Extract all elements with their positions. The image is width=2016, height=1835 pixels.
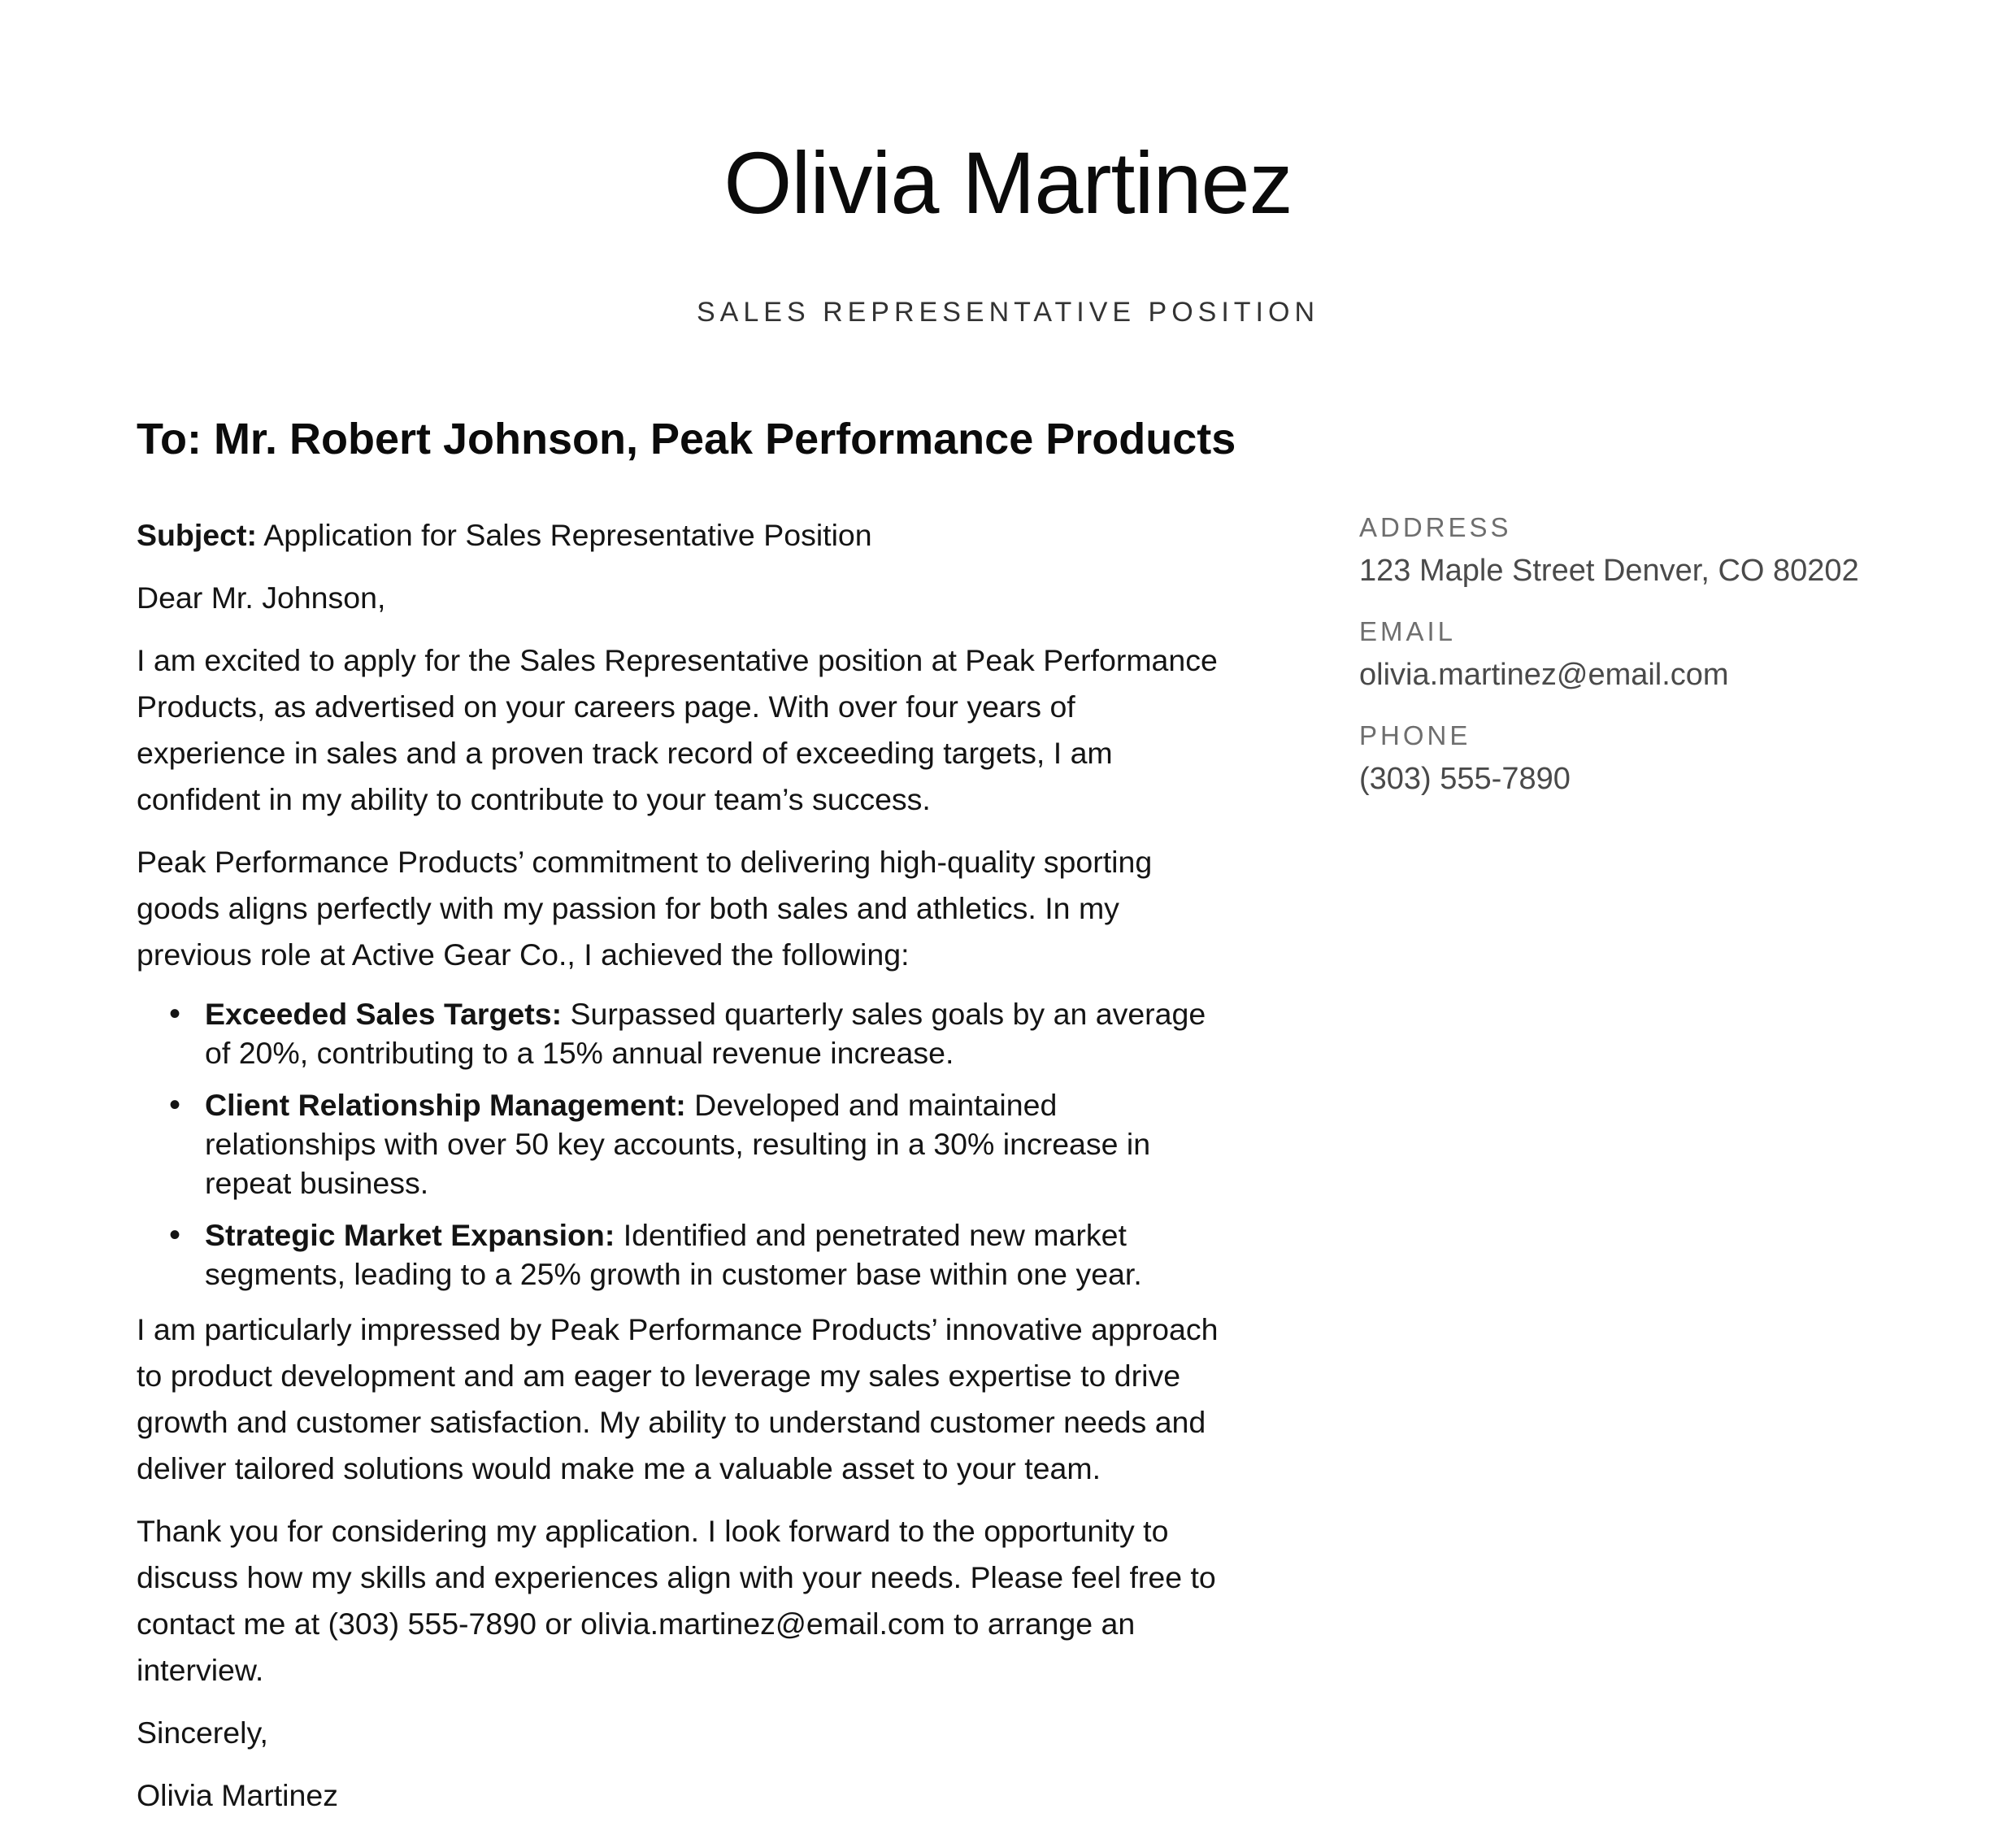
signature-name: Olivia Martinez (137, 1778, 338, 1812)
subject-label: Subject: (137, 518, 257, 552)
achievement-text: Surpassed quarterly sales goals by an average of 20%, contributing to a 15% annual revenue increase. (205, 997, 1206, 1070)
achievement-title: Strategic Market Expansion: (205, 1218, 615, 1252)
achievements-list (137, 994, 1226, 1294)
phone-value[interactable]: (303) 555-7890 (1359, 762, 1571, 796)
email-value[interactable]: olivia.martinez@email.com (1359, 658, 1729, 692)
list-item (169, 1085, 1226, 1202)
paragraph-closing: Thank you for considering my application. I look forward to the opportunity to discuss how my skills and experiences align with your needs. Please feel free to contact me at (303) 555-7890 or olivia.martinez@email.com to arrange an interview. (137, 1514, 1216, 1687)
list-item (169, 1215, 1226, 1294)
paragraph-alignment: Peak Performance Products’ commitment to delivering high-quality sporting goods aligns perfectly with my passion for both sales and athletics. In my previous role at Active Gear Co., I achieved the following: (137, 845, 1153, 972)
closing-salutation: Sincerely, (137, 1715, 268, 1750)
paragraph-intro: I am excited to apply for the Sales Representative position at Peak Performance Products, as advertised on your careers page. With over four years of experience in sales and a proven track record of exceeding targets, I am confident in my ability to contribute to your team’s success. (137, 643, 1218, 816)
phone-label: PHONE (1359, 720, 1471, 750)
address-value: 123 Maple Street Denver, CO 80202 (1359, 554, 1859, 588)
achievement-text: Identified and penetrated new market segments, leading to a 25% growth in customer base within one year. (205, 1218, 1142, 1291)
address-label: ADDRESS (1359, 512, 1512, 542)
contact-sidebar (1359, 507, 1977, 820)
letter-body (137, 512, 1226, 1835)
achievement-text: Developed and maintained relationships with over 50 key accounts, resulting in a 30% increase in repeat business. (205, 1088, 1151, 1200)
bullet-icon: • (169, 1217, 181, 1253)
email-label: EMAIL (1359, 616, 1457, 646)
bullet-icon: • (169, 1087, 181, 1123)
recipient-heading: To: Mr. Robert Johnson, Peak Performance Products (137, 415, 1236, 463)
paragraph-interest: I am particularly impressed by Peak Performance Products’ innovative approach to product development and am eager to leverage my sales expertise to drive growth and customer satisfaction. My ability to understand customer needs and deliver tailored solutions would make me a valuable asset to your team. (137, 1312, 1219, 1485)
greeting: Dear Mr. Johnson, (137, 581, 386, 615)
list-item (169, 994, 1226, 1072)
achievement-title: Exceeded Sales Targets: (205, 997, 563, 1031)
bullet-icon: • (169, 996, 181, 1032)
achievement-title: Client Relationship Management: (205, 1088, 686, 1122)
subject-line (137, 512, 1226, 559)
subject-text: Application for Sales Representative Position (256, 518, 872, 552)
applicant-name: Olivia Martinez (723, 133, 1293, 232)
position-title: SALES REPRESENTATIVE POSITION (697, 297, 1319, 328)
